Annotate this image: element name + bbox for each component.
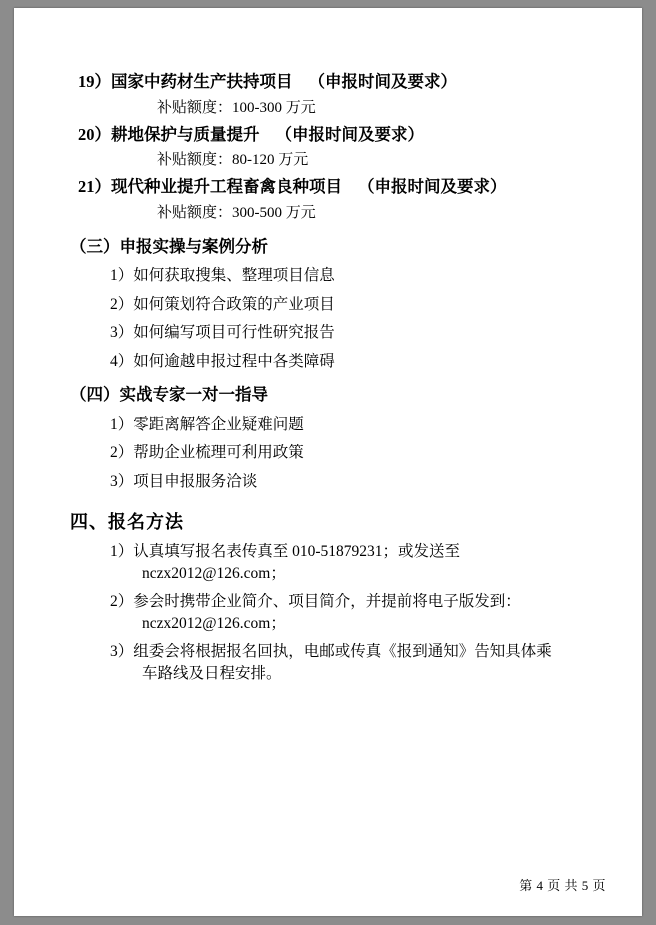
list-item: 1）零距离解答企业疑难问题 [110, 415, 304, 433]
document-page [14, 8, 642, 916]
program-19-annotation: （申报时间及要求） [308, 72, 457, 91]
program-20-title: 耕地保护与质量提升 [111, 124, 260, 144]
program-21-annotation: （申报时间及要求） [358, 177, 507, 196]
program-19-number: 19） [78, 72, 111, 91]
list-item: 2）参会时携带企业简介、项目简介，并提前将电子版发到： [110, 593, 521, 610]
program-item-20 [62, 124, 602, 144]
program-20-number: 20） [78, 124, 111, 144]
section-heading-four: （四）实战专家一对一指导 [70, 385, 268, 404]
list-item-continuation: nczx2012@126.com； [142, 614, 286, 632]
list-item: 2）帮助企业梳理可利用政策 [110, 444, 304, 461]
program-item-21 [62, 179, 602, 196]
program-21-title: 现代种业提升工程畜禽良种项目 [111, 177, 342, 196]
list-item-continuation: nczx2012@126.com； [142, 564, 286, 582]
list-item-continuation: 车路线及日程安排。 [142, 664, 282, 682]
list-item: 3）项目申报服务洽谈 [110, 472, 258, 490]
list-item: 1）认真填写报名表传真至 010-51879231；或发送至 [110, 543, 461, 560]
page-footer: 第 4 页 共 5 页 [519, 878, 606, 893]
list-item: 3）组委会将根据报名回执，电邮或传真《报到通知》告知具体乘 [110, 643, 552, 660]
program-item-19 [62, 74, 602, 91]
program-19-subsidy: 补贴额度：100-300 万元 [157, 99, 316, 116]
list-item: 4）如何逾越申报过程中各类障碍 [110, 352, 335, 370]
program-19-title: 国家中药材生产扶持项目 [111, 72, 293, 91]
list-item: 2）如何策划符合政策的产业项目 [110, 295, 335, 313]
document-content [62, 63, 602, 681]
section-heading-three: （三）申报实操与案例分析 [70, 236, 268, 256]
program-20-annotation: （申报时间及要求） [275, 124, 424, 144]
list-item: 1）如何获取搜集、整理项目信息 [110, 267, 335, 284]
program-21-subsidy: 补贴额度：300-500 万元 [157, 204, 316, 221]
list-item: 3）如何编写项目可行性研究报告 [110, 324, 335, 341]
section-heading-five: 四、报名方法 [70, 512, 184, 532]
program-21-number: 21） [78, 177, 111, 196]
program-20-subsidy: 补贴额度：80-120 万元 [157, 152, 309, 168]
